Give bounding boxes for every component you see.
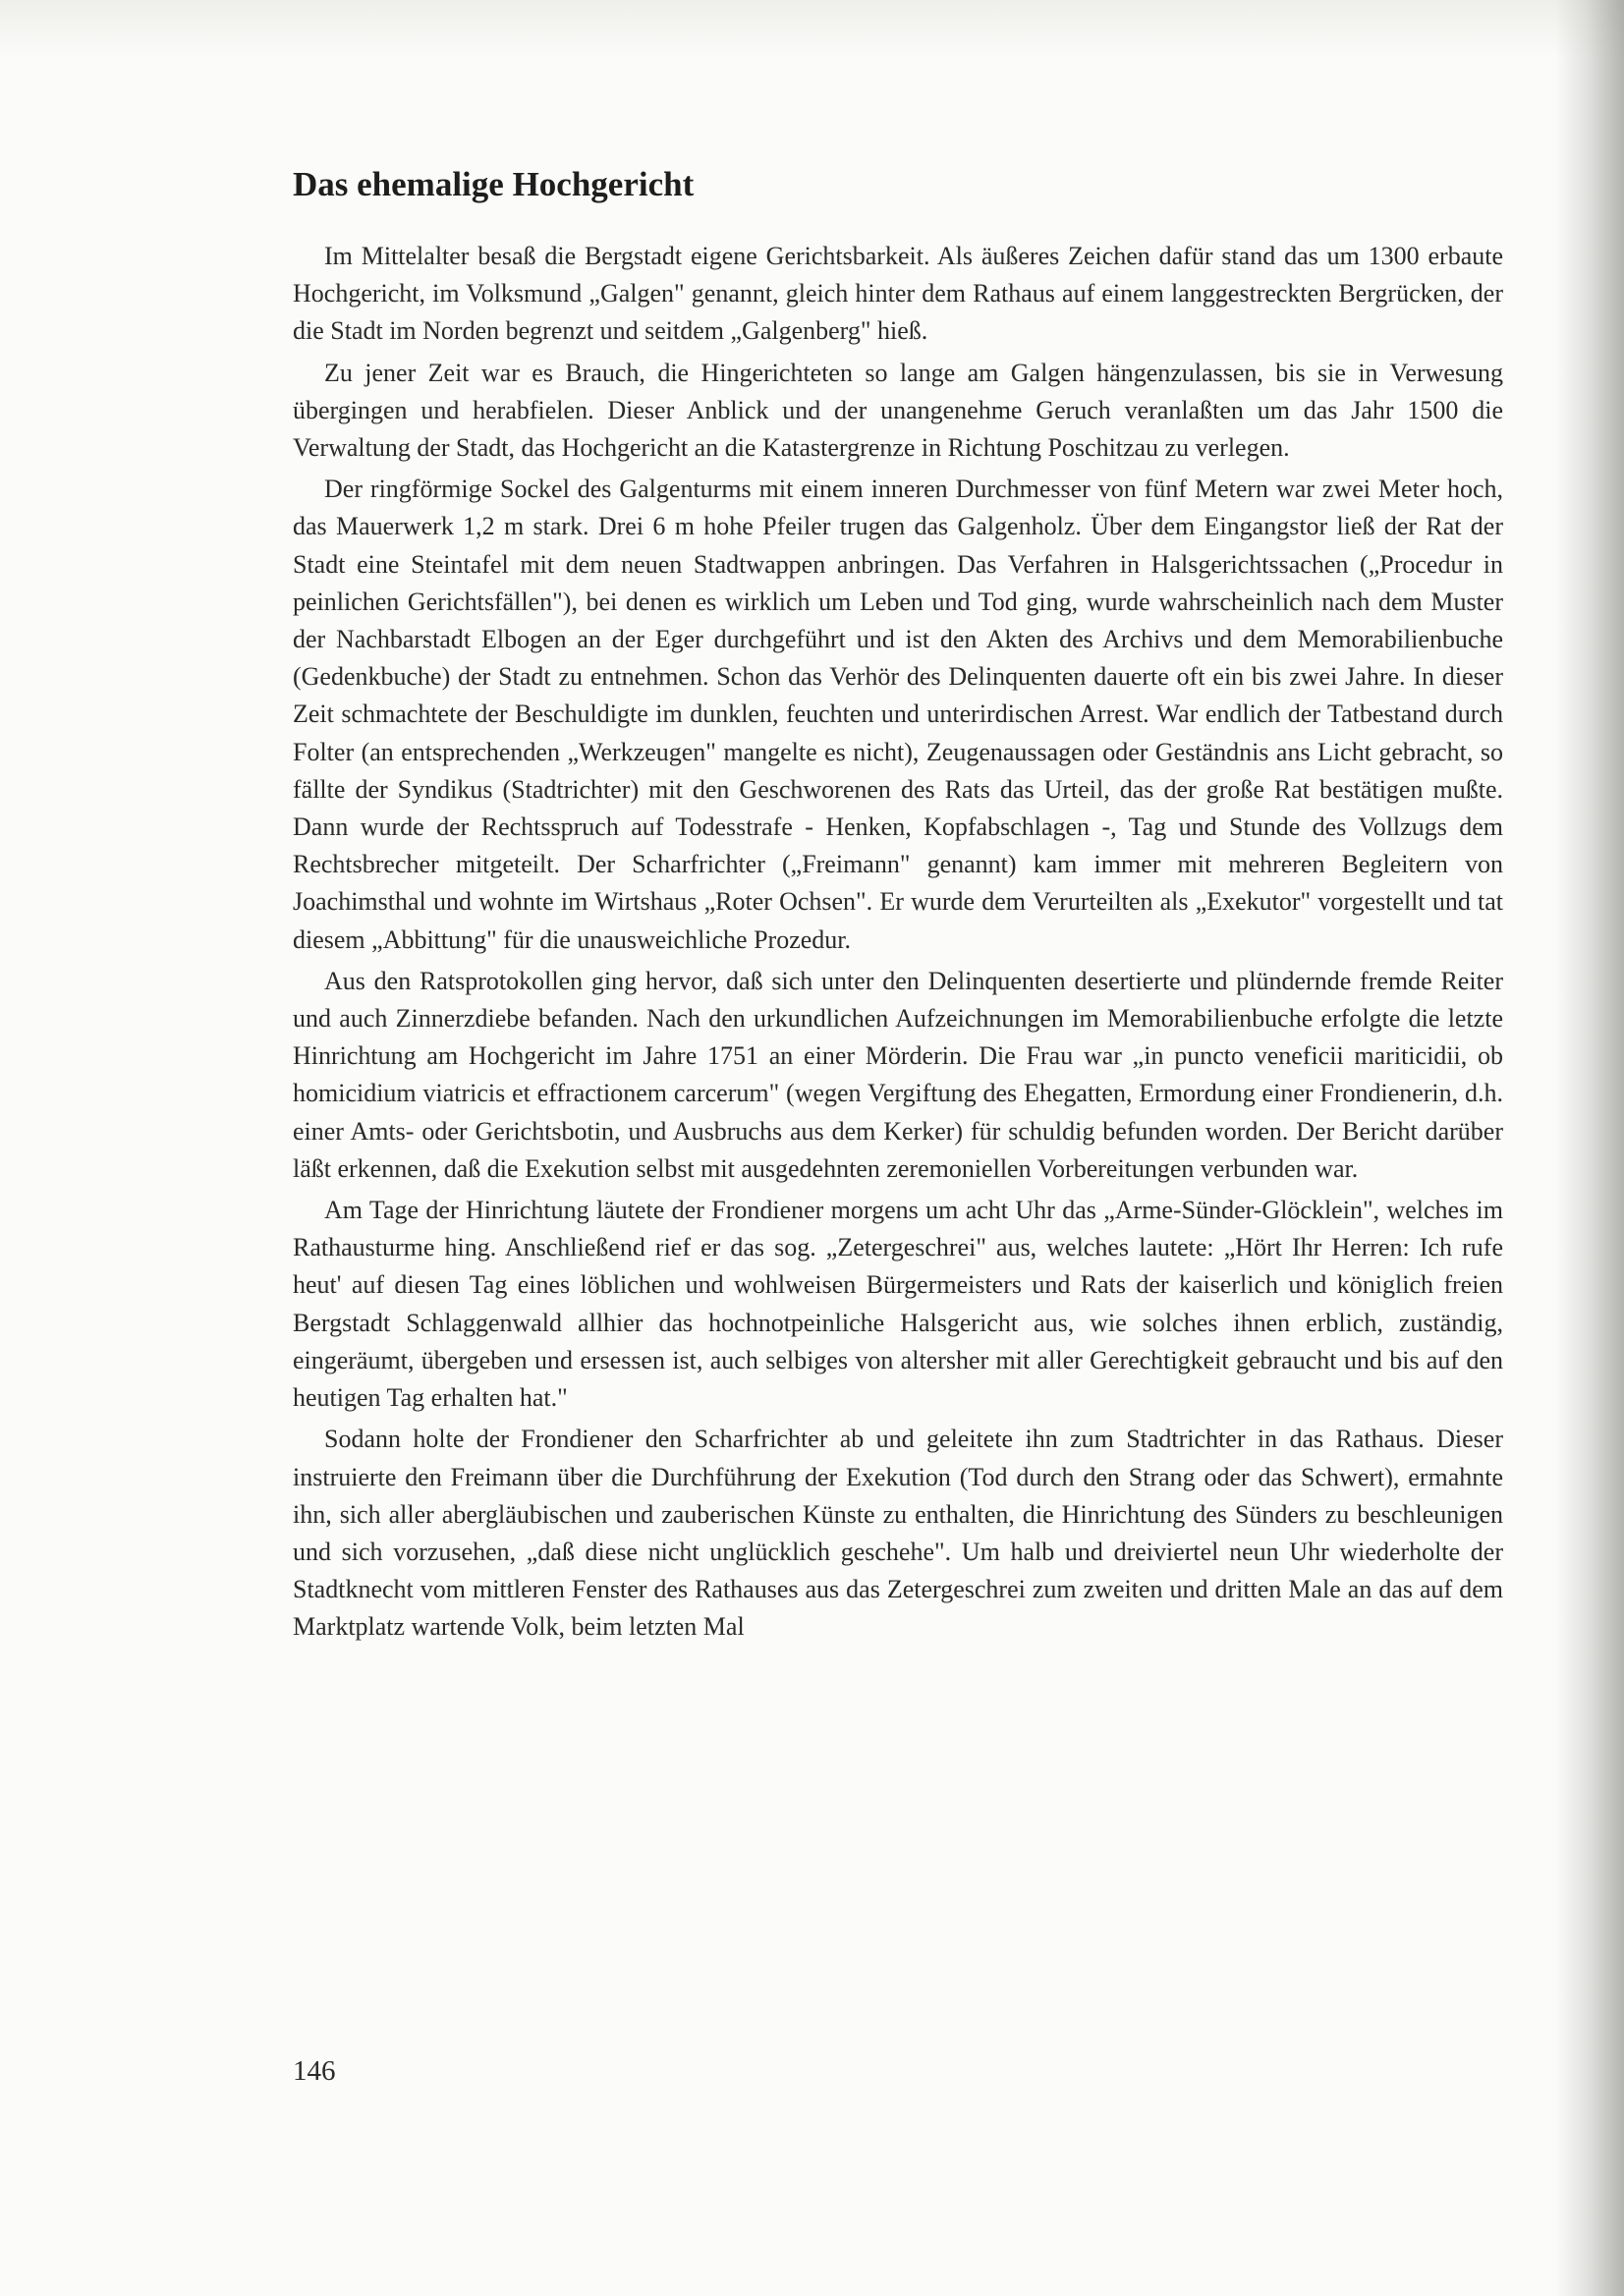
paragraph-2: Zu jener Zeit war es Brauch, die Hingerichteten so lange am Galgen hängenzulassen, bis sie in Verwesung übergingen und herabfielen. Dieser Anblick und der unangenehme Geruch veranlaßten um das Jahr 1500 die Verwaltung der Stadt, das Hochgericht an die Katastergrenze in Richtung Poschitzau zu verlegen. [293, 358, 1503, 463]
paragraph-3: Der ringförmige Sockel des Galgenturms mit einem inneren Durchmesser von fünf Metern war zwei Meter hoch, das Mauerwerk 1,2 m stark. Drei 6 m hohe Pfeiler trugen das Galgenholz. Über dem Eingangstor ließ der Rat der Stadt eine Steintafel mit dem neuen Stadtwappen anbringen. Das Verfahren in Halsgerichtssachen („Procedur in peinlichen Gerichtsfällen"), bei denen es wirklich um Leben und Tod ging, wurde wahrscheinlich nach dem Muster der Nachbarstadt Elbogen an der Eger durchgeführt und ist den Akten des Archivs und dem Memorabilienbuche (Gedenkbuche) der Stadt zu entnehmen. Schon das Verhör des Delinquenten dauerte oft ein bis zwei Jahre. In dieser Zeit schmachtete der Beschuldigte im dunklen, feuchten und unterirdischen Arrest. War endlich der Tatbestand durch Folter (an entsprechenden „Werkzeugen" mangelte es nicht), Zeugenaussagen oder Geständnis ans Licht gebracht, so fällte der Syndikus (Stadtrichter) mit den Geschworenen des Rats das Urteil, das der große Rat bestätigen mußte. Dann wurde der Rechtsspruch auf Todesstrafe - Henken, Kopfabschlagen -, Tag und Stunde des Vollzugs dem Rechtsbrecher mitgeteilt. Der Scharfrichter („Freimann" genannt) kam immer mit mehreren Begleitern von Joachimsthal und wohnte im Wirtshaus „Roter Ochsen". Er wurde dem Verurteilten als „Exekutor" vorgestellt und tat diesem „Abbittung" für die unausweichliche Prozedur. [293, 475, 1503, 954]
paragraph-6: Sodann holte der Frondiener den Scharfrichter ab und geleitete ihn zum Stadtrichter in das Rathaus. Dieser instruierte den Freimann über die Durchführung der Exekution (Tod durch den Strang oder das Schwert), ermahnte ihn, sich aller abergläubischen und zauberischen Künste zu enthalten, die Hinrichtung des Sünders zu beschleunigen und sich vorzusehen, „daß diese nicht unglücklich geschehe". Um halb und dreiviertel neun Uhr wiederholte der Stadtknecht vom mittleren Fenster des Rathauses aus das Zetergeschrei zum zweiten und dritten Male an das auf dem Marktplatz wartende Volk, beim letzten Mal [293, 1425, 1503, 1642]
paragraph-4: Aus den Ratsprotokollen ging hervor, daß sich unter den Delinquenten desertierte und plündernde fremde Reiter und auch Zinnerzdiebe befanden. Nach den urkundlichen Aufzeichnungen im Memorabilienbuche erfolgte die letzte Hinrichtung am Hochgericht im Jahre 1751 an einer Mörderin. Die Frau war „in puncto veneficii mariticidii, ob homicidium viatricis et effractionem carcerum" (wegen Vergiftung des Ehegatten, Ermordung einer Frondienerin, d.h. einer Amts- oder Gerichtsbotin, und Ausbruchs aus dem Kerker) für schuldig befunden worden. Der Bericht darüber läßt erkennen, daß die Exekution selbst mit ausgedehnten zeremoniellen Vorbereitungen verbunden war. [293, 966, 1503, 1183]
book-gutter-shadow [1555, 0, 1624, 2296]
page-number: 146 [293, 2055, 336, 2087]
scan-top-shade [0, 0, 1624, 59]
page-content [293, 165, 1503, 1651]
paragraph-5: Am Tage der Hinrichtung läutete der Frondiener morgens um acht Uhr das „Arme-Sünder-Glöcklein", welches im Rathausturme hing. Anschließend rief er das sog. „Zetergeschrei" aus, welches lautete: „Hört Ihr Herren: Ich rufe heut' auf diesen Tag eines löblichen und wohlweisen Bürgermeisters und Rats der kaiserlich und königlich freien Bergstadt Schlaggenwald allhier das hochnotpeinliche Halsgericht aus, wie solches ihnen erblich, zuständig, eingeräumt, übergeben und ersessen ist, auch selbiges von altersher mit aller Gerechtigkeit gebraucht und bis auf den heutigen Tag erhalten hat." [293, 1196, 1503, 1413]
paragraph-1: Im Mittelalter besaß die Bergstadt eigene Gerichtsbarkeit. Als äußeres Zeichen dafür stand das um 1300 erbaute Hochgericht, im Volksmund „Galgen" genannt, gleich hinter dem Rathaus auf einem langgestreckten Bergrücken, der die Stadt im Norden begrenzt und seitdem „Galgenberg" hieß. [293, 242, 1503, 346]
page-title: Das ehemalige Hochgericht [293, 165, 695, 203]
